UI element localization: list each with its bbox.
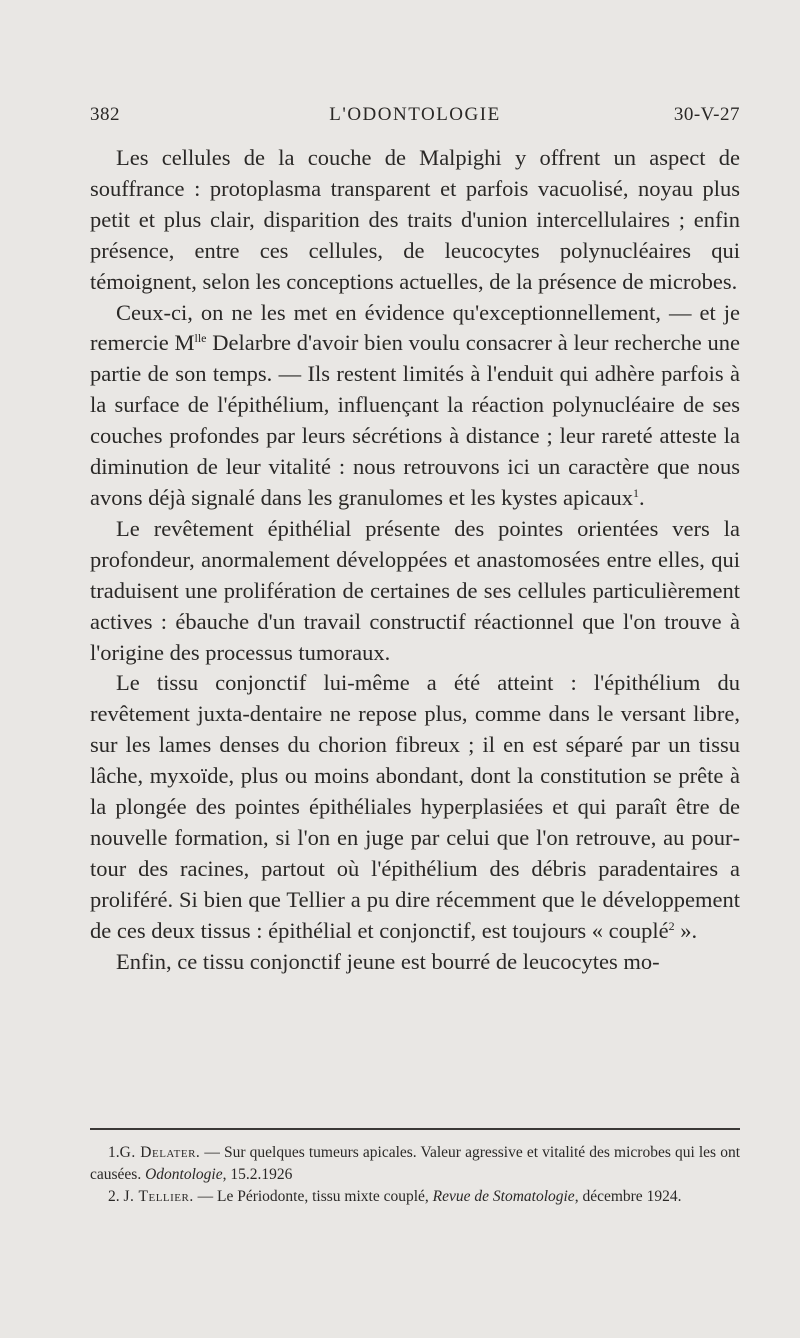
footnote: [90, 1186, 740, 1208]
paragraph: [90, 947, 740, 978]
paragraph: [90, 514, 740, 669]
paragraph-text: Le tissu conjonctif lui-même a été atteint : l'épithélium du revêtement juxta-dentaire ne repose plus, comme dans le versant libre, sur les lames denses du chorion fibreux ; il en est séparé par un tissu lâche, myxoïde, plus ou moins abondant, dont la constitution se prête à la plongée des pointes épithéliales hyperplasiées et qui paraît être de nouvelle formation, si l'on en juge par celui que l'on retrouve, au pourtour des racines, partout où l'épithélium des débris paradentaires a proliféré. Si bien que Tellier a pu dire récemment que le développement de ces deux tissus : épithélial et conjonctif, est toujours « couplé: [90, 670, 740, 943]
footnote-journal: Odontologie: [145, 1166, 223, 1183]
paragraph-text: Le revêtement épithélial présente des pointes orientées vers la profondeur, anormalement développées et anastomosées entre elles, qui traduisent une prolifération de certaines de ses cellules particulièrement actives : ébauche d'un travail constructif réactionnel que l'on trouve à l'origine des processus tumoraux.: [90, 515, 740, 665]
issue-date: 30-V-27: [673, 104, 740, 125]
footnote-divider: [90, 1128, 740, 1130]
footnote-author: J. Tellier.: [123, 1188, 194, 1205]
footnote-author: G. Delater.: [119, 1144, 201, 1161]
paragraph-text: ».: [674, 917, 698, 943]
paragraph-text: Les cellules de la couche de Malpighi y offrent un aspect de souffrance : protoplasma transparent et parfois vacuolisé, noyau plus petit et plus clair, disparition des traits d'union intercellulaires ; enfin présence, entre ces cellules, de leucocytes polynucléaires qui témoignent, selon les conceptions actuelles, de la présence de microbes.: [90, 145, 740, 294]
footnote: [90, 1142, 740, 1186]
paragraph-text: Delarbre d'avoir bien voulu consacrer à leur recherche une partie de son temps. — Ils restent limités à l'enduit qui adhère parfois à la surface de l'épithélium, influençant la réaction polynucléaire de ses couches profondes par leurs sécrétions à distance ; leur rareté atteste la diminution de leur vitalité : nous retrouvons ici un caractère que nous avons déjà signalé dans les granulomes et les kystes apicaux: [90, 330, 740, 510]
paragraph-text: .: [638, 484, 645, 510]
paragraph-text: Enfin, ce tissu conjonctif jeune est bourré de leucocytes mo-: [116, 948, 660, 974]
footnote-date: , 15.2.1926: [222, 1166, 293, 1183]
page-number: 382: [90, 104, 120, 125]
footnote-number: 2.: [108, 1188, 120, 1205]
paragraph: [90, 143, 740, 298]
footnote-ref[interactable]: 1: [632, 485, 639, 500]
footnotes: [90, 1142, 740, 1208]
footnote-text: — Le Périodonte, tissu mixte couplé,: [193, 1188, 433, 1205]
footnote-journal: Revue de Stomatologie: [432, 1188, 575, 1205]
paragraph: [90, 298, 740, 514]
footnote-ref[interactable]: 2: [668, 918, 675, 933]
paragraph: [90, 668, 740, 946]
footnote-number: 1.: [108, 1144, 120, 1161]
title-abbrev-superscript: lle: [194, 331, 207, 346]
footnote-text: — Sur quelques tumeurs apicales. Valeur agressive et vitalité des microbes qui les ont causées.: [90, 1144, 741, 1183]
footnote-date: , décembre 1924.: [574, 1188, 682, 1205]
journal-title: L'ODONTOLOGIE: [329, 104, 501, 125]
running-header: [90, 104, 740, 134]
paragraph-text: Ceux-ci, on ne les met en évidence qu'exceptionnellement, — et je remercie M: [90, 299, 740, 356]
main-text: [90, 143, 740, 977]
